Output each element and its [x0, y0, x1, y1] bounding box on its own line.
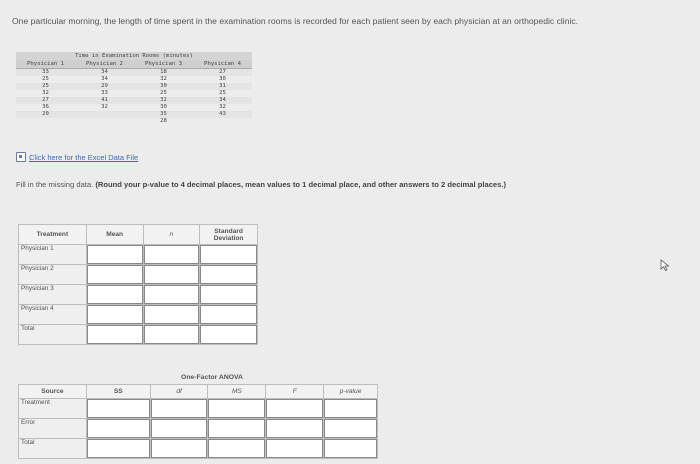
- anova-row-label: Total: [19, 439, 87, 459]
- ms-input[interactable]: [208, 419, 265, 438]
- f-cell: [266, 419, 324, 439]
- instructions-prefix: Fill in the missing data.: [16, 180, 94, 189]
- data-table-cell: 34: [219, 97, 226, 103]
- ss-input[interactable]: [87, 439, 150, 458]
- df-cell: [150, 419, 208, 439]
- data-table-body: [16, 69, 252, 125]
- ss-cell: [86, 419, 150, 439]
- data-table-cell: 18: [160, 69, 167, 75]
- data-table-row: [16, 111, 252, 118]
- data-table-cell: [193, 118, 252, 125]
- data-table-cell: 25: [160, 90, 167, 96]
- data-table-cell: 27: [219, 69, 226, 75]
- f-cell: [266, 439, 324, 459]
- pvalue-input[interactable]: [324, 439, 377, 458]
- df-header: df: [150, 385, 208, 399]
- sd-input[interactable]: [200, 325, 257, 344]
- source-header: Source: [19, 385, 87, 399]
- data-table-cell: 29: [101, 83, 108, 89]
- treatment-header: Treatment: [19, 225, 87, 245]
- ss-cell: [86, 399, 150, 419]
- data-table-header-cell: Physician 3: [144, 61, 183, 67]
- summary-header-row: [19, 225, 258, 245]
- mean-cell: [86, 305, 143, 325]
- data-table-row: [16, 90, 252, 97]
- anova-row-label: Treatment: [19, 399, 87, 419]
- data-table-cell: 43: [219, 111, 226, 117]
- data-table-header-cell: Physician 1: [26, 61, 65, 67]
- summary-row: [19, 285, 258, 305]
- mean-header: Mean: [86, 225, 143, 245]
- mean-cell: [86, 265, 143, 285]
- anova-title: One-Factor ANOVA: [181, 374, 243, 381]
- sd-input[interactable]: [200, 285, 257, 304]
- data-table-cell: [16, 118, 75, 125]
- data-table-cell: 30: [219, 76, 226, 82]
- ms-input[interactable]: [208, 439, 265, 458]
- ss-header: SS: [86, 385, 150, 399]
- data-table-row: [16, 76, 252, 83]
- ms-cell: [208, 399, 266, 419]
- data-table: [16, 52, 252, 125]
- data-table-cell: 31: [219, 83, 226, 89]
- summary-body: [19, 245, 258, 345]
- pvalue-cell: [324, 399, 378, 419]
- mean-input[interactable]: [87, 245, 143, 264]
- data-table-cell: 30: [160, 83, 167, 89]
- mean-input[interactable]: [87, 265, 143, 284]
- data-table-header: [16, 60, 252, 69]
- data-table-header-cell: Physician 2: [85, 61, 124, 67]
- mean-cell: [86, 325, 143, 345]
- f-input[interactable]: [266, 439, 323, 458]
- ms-input[interactable]: [208, 399, 265, 418]
- anova-header-row: [19, 385, 378, 399]
- f-header: F: [266, 385, 324, 399]
- sd-input[interactable]: [200, 265, 257, 284]
- sd-input[interactable]: [200, 305, 257, 324]
- data-table-row: [16, 104, 252, 111]
- df-cell: [150, 399, 208, 419]
- anova-row: [19, 439, 378, 459]
- data-table-row: [16, 97, 252, 104]
- anova-row: [19, 399, 378, 419]
- ss-cell: [86, 439, 150, 459]
- mean-input[interactable]: [87, 325, 143, 344]
- data-table-cell: 25: [42, 83, 49, 89]
- n-input[interactable]: [144, 325, 200, 344]
- df-input[interactable]: [151, 419, 208, 438]
- ss-input[interactable]: [87, 399, 150, 418]
- n-input[interactable]: [144, 305, 200, 324]
- ss-input[interactable]: [87, 419, 150, 438]
- data-table-row: [16, 83, 252, 90]
- data-table-cell: 20: [42, 111, 49, 117]
- data-table-cell: 30: [160, 104, 167, 110]
- ms-cell: [208, 419, 266, 439]
- mean-cell: [86, 245, 143, 265]
- mean-input[interactable]: [87, 285, 143, 304]
- n-header: n: [143, 225, 200, 245]
- summary-row-label: Physician 1: [19, 245, 87, 265]
- n-input[interactable]: [144, 245, 200, 264]
- mean-cell: [86, 285, 143, 305]
- summary-row: [19, 265, 258, 285]
- pvalue-input[interactable]: [324, 419, 377, 438]
- f-input[interactable]: [266, 419, 323, 438]
- sd-cell: [200, 285, 258, 305]
- data-table-row: [16, 69, 252, 76]
- data-table-cell: [75, 111, 134, 118]
- pvalue-cell: [324, 419, 378, 439]
- excel-data-link[interactable]: [16, 152, 138, 162]
- sd-input[interactable]: [200, 245, 257, 264]
- anova-table: [18, 384, 378, 459]
- anova-body: [19, 399, 378, 459]
- n-cell: [143, 265, 200, 285]
- data-table-cell: 32: [160, 97, 167, 103]
- mean-input[interactable]: [87, 305, 143, 324]
- instructions: [16, 180, 576, 190]
- summary-row-label: Physician 2: [19, 265, 87, 285]
- data-table-title: Time in Examination Rooms (minutes): [16, 52, 252, 60]
- pvalue-header: p-value: [324, 385, 378, 399]
- data-table-cell: 25: [219, 90, 226, 96]
- data-table-cell: 33: [42, 69, 49, 75]
- summary-row: [19, 245, 258, 265]
- n-cell: [143, 305, 200, 325]
- df-input[interactable]: [151, 439, 208, 458]
- summary-table: [18, 224, 258, 345]
- summary-row: [19, 325, 258, 345]
- df-cell: [150, 439, 208, 459]
- anova-row: [19, 419, 378, 439]
- excel-link-text[interactable]: Click here for the Excel Data File: [29, 152, 139, 162]
- data-table-cell: 32: [160, 76, 167, 82]
- ms-header: MS: [208, 385, 266, 399]
- data-table-header-cell: Physician 4: [203, 61, 242, 67]
- data-table-cell: 34: [101, 76, 108, 82]
- file-icon: [16, 152, 26, 162]
- sd-cell: [200, 305, 258, 325]
- n-input[interactable]: [144, 265, 200, 284]
- data-table-cell: 25: [42, 76, 49, 82]
- mouse-cursor-icon: [660, 259, 670, 271]
- data-table-cell: 27: [42, 97, 49, 103]
- data-table-cell: 32: [219, 104, 226, 110]
- n-input[interactable]: [144, 285, 200, 304]
- data-table-cell: [75, 118, 134, 125]
- sd-cell: [200, 245, 258, 265]
- sd-header: Standard Deviation: [200, 225, 258, 245]
- summary-row-label: Physician 3: [19, 285, 87, 305]
- data-table-cell: 28: [160, 118, 167, 124]
- f-cell: [266, 399, 324, 419]
- data-table-cell: 35: [160, 111, 167, 117]
- data-table-cell: 41: [101, 97, 108, 103]
- n-cell: [143, 285, 200, 305]
- data-table-row: [16, 118, 252, 125]
- problem-intro: One particular morning, the length of time spent in the examination rooms is recorded for each patient seen by each physician at an orthopedic clinic.: [12, 16, 579, 26]
- data-table-cell: 34: [101, 69, 108, 75]
- summary-row-label: Total: [19, 325, 87, 345]
- n-cell: [143, 325, 200, 345]
- ms-cell: [208, 439, 266, 459]
- data-table-cell: 32: [101, 104, 108, 110]
- pvalue-cell: [324, 439, 378, 459]
- sd-cell: [200, 265, 258, 285]
- f-input[interactable]: [266, 399, 323, 418]
- data-table-cell: 32: [42, 90, 49, 96]
- data-table-cell: 33: [101, 90, 108, 96]
- n-cell: [143, 245, 200, 265]
- instructions-rounding: (Round your p-value to 4 decimal places, mean values to 1 decimal place, and other answers to 2 decimal places.): [95, 180, 506, 189]
- sd-cell: [200, 325, 258, 345]
- summary-row-label: Physician 4: [19, 305, 87, 325]
- summary-row: [19, 305, 258, 325]
- df-input[interactable]: [151, 399, 208, 418]
- anova-row-label: Error: [19, 419, 87, 439]
- data-table-cell: 36: [42, 104, 49, 110]
- pvalue-input[interactable]: [324, 399, 377, 418]
